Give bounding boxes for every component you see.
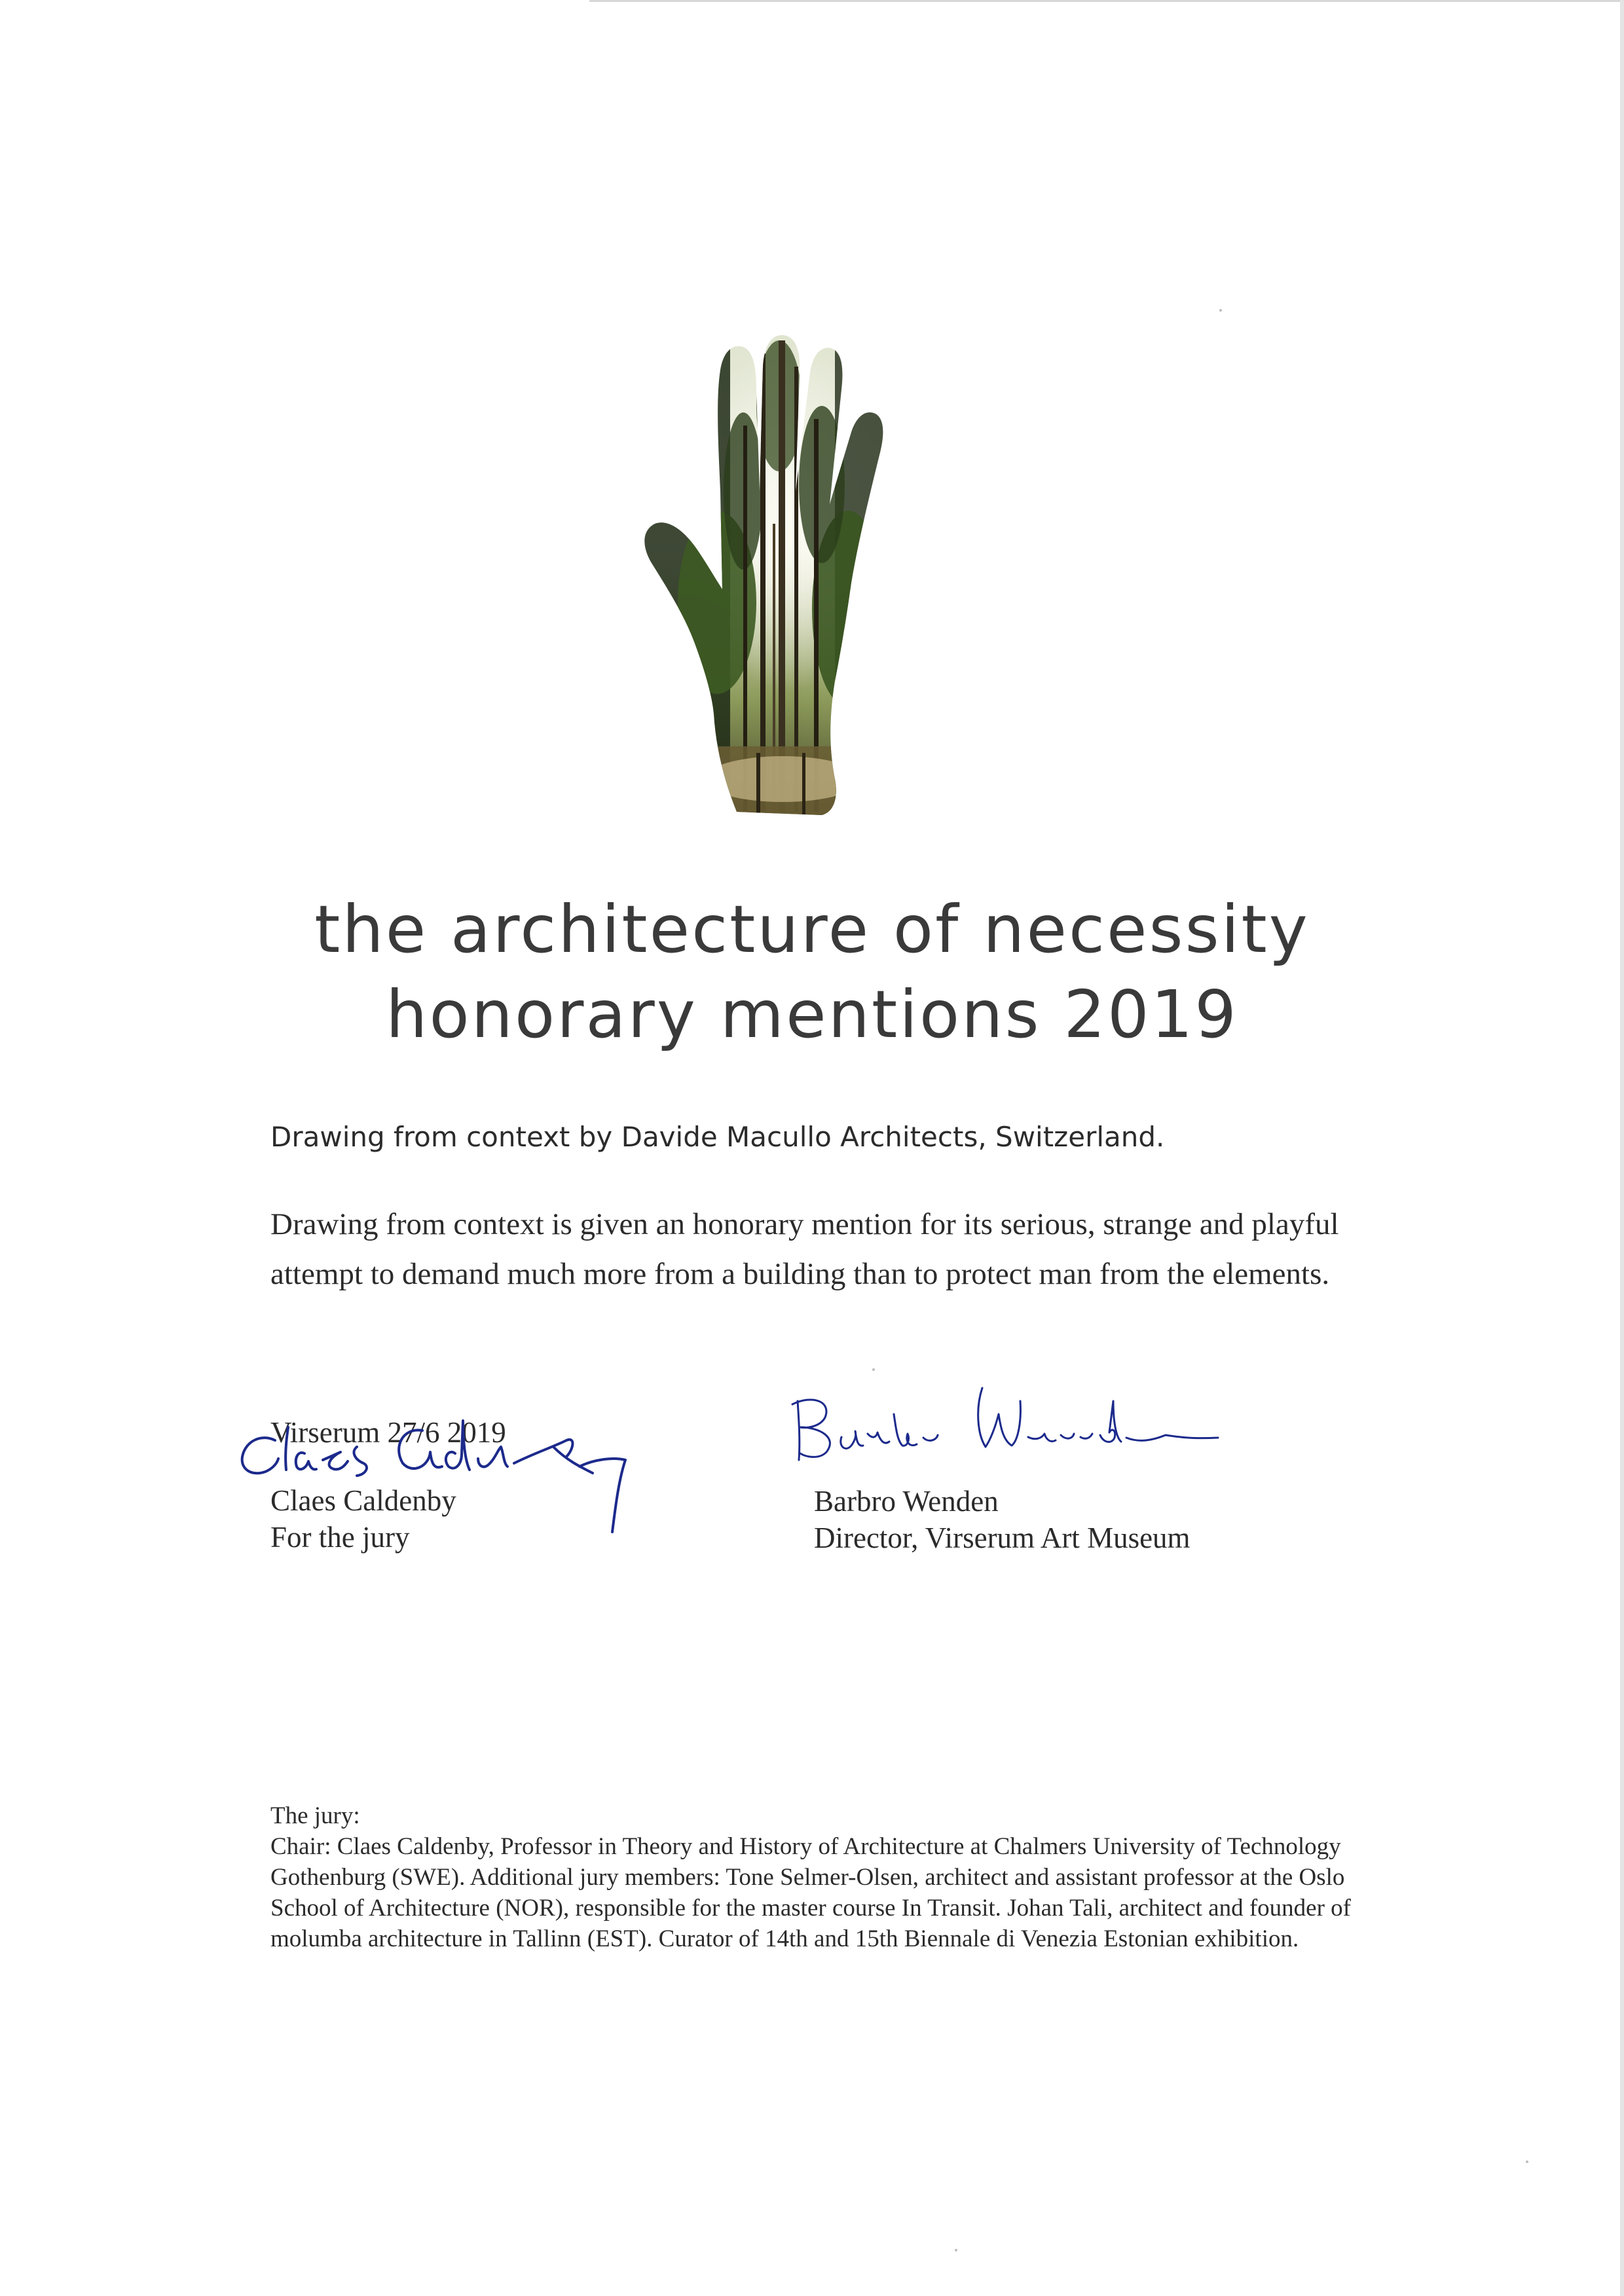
- citation-text: Drawing from context is given an honorary mention for its serious, strange and playful attempt to demand much more from a building than to protect man from the elements.: [270, 1207, 1339, 1291]
- signature-barbro-wenden: [786, 1375, 1231, 1473]
- signatory-right-role: Director, Virserum Art Museum: [814, 1522, 1190, 1554]
- scan-edge-right: [1620, 0, 1624, 2296]
- signature-claes-caldenby: [226, 1401, 684, 1545]
- signatory-right: [814, 1483, 1190, 1556]
- jury-section: [270, 1800, 1384, 1954]
- certificate-title-line-2: honorary mentions 2019: [386, 976, 1238, 1053]
- signatory-right-name: Barbro Wenden: [814, 1485, 999, 1518]
- scan-edge-top: [589, 0, 1624, 2]
- project-credit: Drawing from context by Davide Macullo Architects, Switzerland.: [270, 1121, 1165, 1153]
- jury-details: Chair: Claes Caldenby, Professor in Theory and History of Architecture at Chalmers University of Technology Gothenburg (SWE). Additional jury members: Tone Selmer-Olsen, architect and assistant professor at the Oslo School of Architecture (NOR), responsible for the master course In Transit. Johan Tali, architect and founder of molumba architecture in Tallinn (EST). Curator of 14th and 15th Biennale di Venezia Estonian exhibition.: [270, 1833, 1351, 1952]
- signatory-left-role: For the jury: [270, 1521, 410, 1554]
- jury-heading: The jury:: [270, 1802, 360, 1829]
- scan-speck: [872, 1368, 875, 1371]
- scan-speck: [1219, 309, 1222, 312]
- certificate-title-line-1: the architecture of necessity: [314, 891, 1310, 968]
- scan-speck: [1526, 2160, 1528, 2163]
- scan-speck: [955, 2249, 957, 2251]
- hand-forest-icon: [638, 327, 927, 825]
- signatory-left-name: Claes Caldenby: [270, 1484, 456, 1517]
- place-date: Virserum 27/6 2019: [270, 1416, 506, 1449]
